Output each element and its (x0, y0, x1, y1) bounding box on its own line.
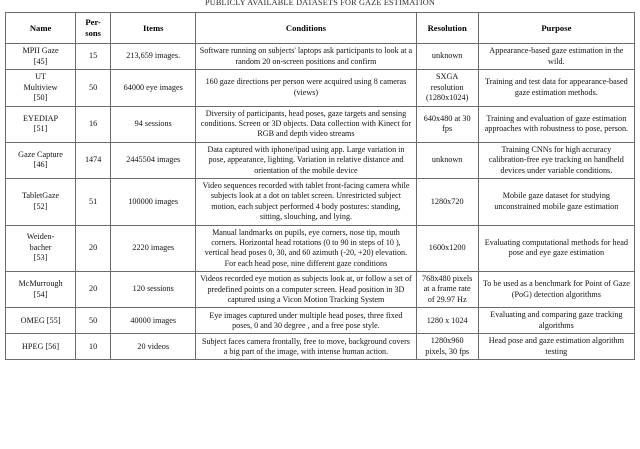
column-header-persons-line1: Per- (85, 17, 101, 27)
cell-items: 2445504 images (111, 142, 196, 179)
cell-resolution: 1280x960 pixels, 30 fps (416, 334, 478, 360)
table-row (6, 308, 635, 334)
table-row (6, 271, 635, 308)
cell-purpose: Appearance-based gaze estimation in the wild. (478, 44, 634, 70)
cell-persons: 1474 (76, 142, 111, 179)
cell-resolution: 640x480 at 30 fps (416, 106, 478, 142)
cell-items: 100000 images (111, 179, 196, 225)
cell-persons: 51 (76, 179, 111, 225)
cell-resolution: unknown (416, 142, 478, 179)
cell-purpose: Training and evaluation of gaze estimation approaches with robustness to pose, person. (478, 106, 634, 142)
cell-name: MPII Gaze [45] (6, 44, 76, 70)
cell-purpose: To be used as a benchmark for Point of Gaze (PoG) detection algorithms (478, 271, 634, 308)
table-row (6, 70, 635, 107)
cell-items: 20 videos (111, 334, 196, 360)
cell-conditions: Video sequences recorded with tablet front-facing camera while subjects look at a dot on tablet screen. Unrestricted subject motion, each subject performed 4 body postures: standing, sitting, slouching, and lying. (196, 179, 416, 225)
table-row (6, 334, 635, 360)
cell-resolution: unknown (416, 44, 478, 70)
cell-conditions: Diversity of participants, head poses, gaze targets and sensing conditions. Screen or 3D objects. Data collection with Kinect for RGB and depth video streams (196, 106, 416, 142)
cell-name: EYEDIAP [51] (6, 106, 76, 142)
cell-purpose: Evaluating computational methods for head pose and eye gaze estimation (478, 225, 634, 271)
cell-resolution: 1280 x 1024 (416, 308, 478, 334)
cell-persons: 15 (76, 44, 111, 70)
cell-conditions: Software running on subjects' laptops ask participants to look at a random 20 on-screen positions and confirm (196, 44, 416, 70)
column-header-purpose: Purpose (478, 13, 634, 44)
table-row (6, 225, 635, 271)
cell-purpose: Evaluating and comparing gaze tracking algorithms (478, 308, 634, 334)
cell-items: 64000 eye images (111, 70, 196, 107)
table-row (6, 142, 635, 179)
cell-conditions: Eye images captured under multiple head poses, three fixed poses, 0 and 30 degree , and a free pose style. (196, 308, 416, 334)
cell-persons: 50 (76, 308, 111, 334)
cell-items: 213,659 images. (111, 44, 196, 70)
cell-purpose: Mobile gaze dataset for studying unconstrained mobile gaze estimation (478, 179, 634, 225)
cell-items: 40000 images (111, 308, 196, 334)
cell-items: 94 sessions (111, 106, 196, 142)
cell-resolution: SXGA resolution (1280x1024) (416, 70, 478, 107)
table-caption: PUBLICLY AVAILABLE DATASETS FOR GAZE ESTIMATION (205, 0, 435, 7)
cell-purpose: Training CNNs for high accuracy calibration-free eye tracking on handheld devices under variable conditions. (478, 142, 634, 179)
cell-conditions: Videos recorded eye motion as subjects look at, or follow a set of predefined points on a computer screen. Head position in 3D captured using a Vicon Motion Tracking System (196, 271, 416, 308)
column-header-resolution: Resolution (416, 13, 478, 44)
cell-persons: 10 (76, 334, 111, 360)
cell-persons: 20 (76, 271, 111, 308)
cell-purpose: Head pose and gaze estimation algorithm testing (478, 334, 634, 360)
cell-items: 120 sessions (111, 271, 196, 308)
cell-conditions: Manual landmarks on pupils, eye corners, nose tip, mouth corners. Horizontal head rotations (0 to 90 in steps of 10 ), vertical head poses 0, 30, and 60 azimuth (-20, +20) elevation. For each head pose, nine different gaze conditions (196, 225, 416, 271)
cell-resolution: 1600x1200 (416, 225, 478, 271)
cell-conditions: 160 gaze directions per person were acquired using 8 cameras (views) (196, 70, 416, 107)
cell-name: TabletGaze [52] (6, 179, 76, 225)
cell-conditions: Subject faces camera frontally, free to move, background covers a big part of the image, with intense human action. (196, 334, 416, 360)
cell-resolution: 768x480 pixels at a frame rate of 29.97 Hz (416, 271, 478, 308)
cell-name: McMurrough [54] (6, 271, 76, 308)
column-header-persons (76, 13, 111, 44)
table-row (6, 179, 635, 225)
cell-items: 2220 images (111, 225, 196, 271)
cell-conditions: Data captured with iphone/ipad using app. Large variation in pose, appearance, lighting. Variation in relative distance and orientation of the mobile device (196, 142, 416, 179)
table-header (6, 13, 635, 44)
column-header-name: Name (6, 13, 76, 44)
cell-name: Weiden- bacher [53] (6, 225, 76, 271)
table-row (6, 44, 635, 70)
cell-name: OMEG [55] (6, 308, 76, 334)
column-header-persons-line2: sons (85, 28, 102, 38)
column-header-items: Items (111, 13, 196, 44)
cell-persons: 16 (76, 106, 111, 142)
table-row (6, 106, 635, 142)
cell-name: UT Multiview [50] (6, 70, 76, 107)
cell-resolution: 1280x720 (416, 179, 478, 225)
cell-purpose: Training and test data for appearance-based gaze estimation methods. (478, 70, 634, 107)
column-header-conditions: Conditions (196, 13, 416, 44)
datasets-table (5, 12, 635, 360)
cell-persons: 50 (76, 70, 111, 107)
cell-name: HPEG [56] (6, 334, 76, 360)
cell-persons: 20 (76, 225, 111, 271)
table-header-row (6, 13, 635, 44)
table-body (6, 44, 635, 360)
cell-name: Gaze Capture [46] (6, 142, 76, 179)
